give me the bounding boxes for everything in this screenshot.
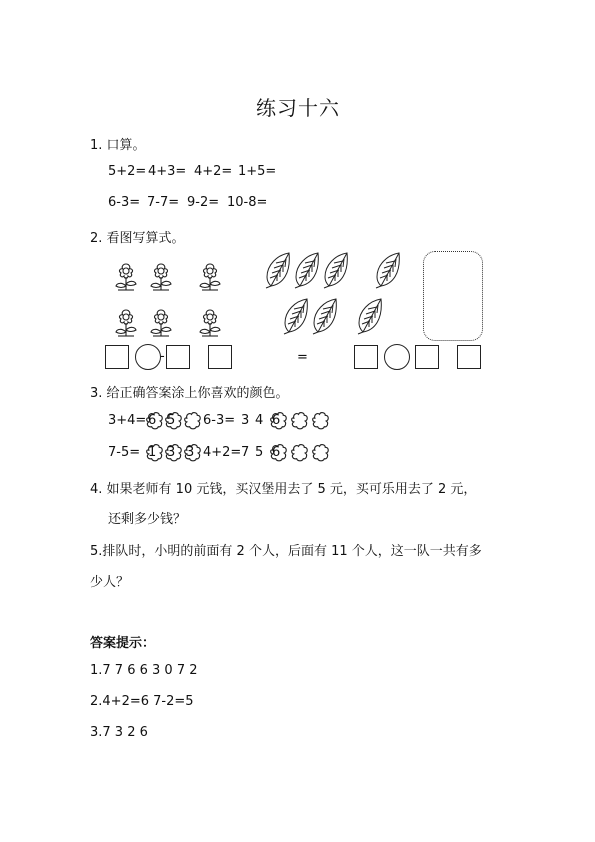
answer-box[interactable] [354, 345, 378, 369]
leaf-icon [373, 251, 403, 289]
answer-1: 1.7 7 6 6 3 0 7 2 [90, 663, 198, 678]
cloud-shape-icon[interactable] [183, 411, 202, 431]
cloud-shape-icon[interactable] [311, 411, 330, 431]
answer-2: 2.4+2=6 7-2=5 [90, 694, 194, 709]
q3-expr: 6-3= [203, 413, 236, 428]
page-title: 练习十六 [256, 96, 340, 120]
answer-3: 3.7 3 2 6 [90, 725, 148, 740]
q1-expr: 6-3= [108, 195, 141, 210]
q1-expr: 1+5= [238, 164, 277, 179]
q5-line1: 5.排队时，小明的前面有 2 个人，后面有 11 个人，这一队一共有多 [90, 544, 482, 559]
answer-box[interactable] [208, 345, 232, 369]
answer-box[interactable] [457, 345, 481, 369]
flower-icon [112, 262, 140, 292]
q1-expr: 4+2= [194, 164, 233, 179]
choice-number: 6 [148, 413, 157, 428]
answer-box[interactable] [415, 345, 439, 369]
flower-icon [147, 262, 175, 292]
choice-number: 7 [241, 445, 250, 460]
q3-expr: 3+4= [108, 413, 147, 428]
leaf-icon [263, 251, 293, 289]
leaf-icon [292, 251, 322, 289]
cloud-shape-icon[interactable] [290, 411, 309, 431]
flower-icon [196, 262, 224, 292]
q1-expr: 5+2= [108, 164, 147, 179]
choice-number: 6 [272, 413, 281, 428]
leaf-icon [281, 297, 311, 335]
leaf-icon [355, 297, 385, 335]
cloud-shape-icon[interactable] [290, 443, 309, 463]
q4-line1: 4. 如果老师有 10 元钱，买汉堡用去了 5 元，买可乐用去了 2 元， [90, 482, 477, 497]
flower-icon [147, 308, 175, 338]
flower-icon [112, 308, 140, 338]
choice-number: 3 [241, 413, 250, 428]
cloud-shape-icon[interactable] [311, 443, 330, 463]
q3-expr: 7-5= [108, 445, 141, 460]
minus-sign: - [160, 349, 165, 364]
leaf-icon [310, 297, 340, 335]
q5-line2: 少人？ [90, 575, 130, 590]
choice-number: 3 [167, 445, 176, 460]
answers-heading: 答案提示： [90, 636, 156, 651]
picture-frame [423, 251, 483, 341]
operator-circle[interactable] [384, 344, 410, 370]
answer-box[interactable] [105, 345, 129, 369]
flower-icon [196, 308, 224, 338]
equals-sign: = [297, 350, 308, 365]
choice-number: 6 [272, 445, 281, 460]
q3-expr: 4+2= [203, 445, 242, 460]
q4-line2: 还剩多少钱？ [108, 512, 187, 527]
choice-number: 4 [255, 413, 264, 428]
q1-expr: 7-7= [147, 195, 180, 210]
q1-label: 1. 口算。 [90, 138, 146, 153]
q2-label: 2. 看图写算式。 [90, 231, 185, 246]
choice-number: 3 [186, 445, 195, 460]
answer-box[interactable] [166, 345, 190, 369]
q1-expr: 9-2= [187, 195, 220, 210]
choice-number: 5 [167, 413, 176, 428]
operator-circle[interactable] [135, 344, 161, 370]
choice-number: 1 [148, 445, 157, 460]
leaf-icon [321, 251, 351, 289]
choice-number: 5 [255, 445, 264, 460]
q1-expr: 10-8= [227, 195, 268, 210]
q1-expr: 4+3= [148, 164, 187, 179]
q3-label: 3. 给正确答案涂上你喜欢的颜色。 [90, 386, 289, 401]
